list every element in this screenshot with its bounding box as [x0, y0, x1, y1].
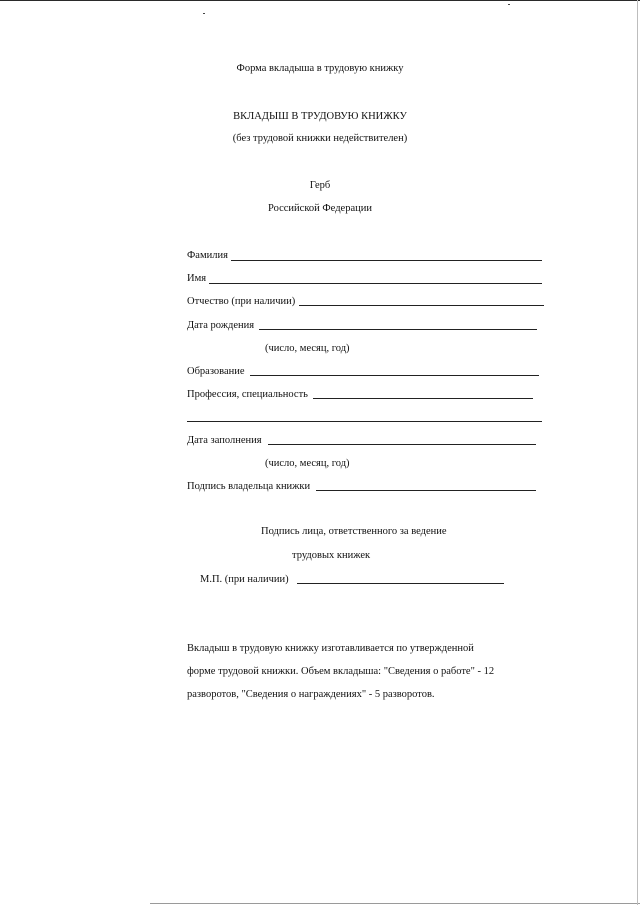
insert-title: ВКЛАДЫШ В ТРУДОВУЮ КНИЖКУ — [233, 111, 407, 122]
emblem-country: Российской Федерации — [268, 203, 372, 214]
first-name-line[interactable] — [209, 283, 542, 284]
footer-line-3: разворотов, "Сведения о награждениях" - 5 разворотов. — [187, 689, 435, 700]
profession-label: Профессия, специальность — [187, 389, 308, 400]
fill-date-hint: (число, месяц, год) — [265, 458, 350, 469]
stamp-signature-line[interactable] — [297, 583, 504, 584]
profession-line[interactable] — [313, 398, 533, 399]
owner-signature-label: Подпись владельца книжки — [187, 481, 311, 492]
scan-speck — [203, 13, 205, 14]
scan-edge-top — [0, 0, 640, 1]
footer-line-1: Вкладыш в трудовую книжку изготавливается по утвержденной — [187, 643, 474, 654]
fill-date-line[interactable] — [268, 444, 536, 445]
owner-signature-line[interactable] — [316, 490, 536, 491]
last-name-label: Фамилия — [187, 250, 228, 261]
last-name-line[interactable] — [231, 260, 542, 261]
fill-date-label: Дата заполнения — [187, 435, 262, 446]
education-label: Образование — [187, 366, 245, 377]
birth-date-label: Дата рождения — [187, 320, 255, 331]
scan-speck — [508, 4, 510, 5]
scan-edge-bottom — [150, 903, 640, 904]
validity-note: (без трудовой книжки недействителен) — [232, 133, 408, 144]
profession-line-2[interactable] — [187, 421, 542, 422]
stamp-label: М.П. (при наличии) — [200, 574, 289, 585]
responsible-signature-label: Подпись лица, ответственного за ведение — [261, 526, 447, 537]
patronymic-line[interactable] — [299, 305, 544, 306]
patronymic-label: Отчество (при наличии) — [187, 296, 296, 307]
first-name-label: Имя — [187, 273, 207, 284]
footer-line-2: форме трудовой книжки. Объем вкладыша: "Сведения о работе" - 12 — [187, 666, 495, 677]
birth-date-hint: (число, месяц, год) — [265, 343, 350, 354]
emblem-label: Герб — [309, 180, 331, 191]
birth-date-line[interactable] — [259, 329, 537, 330]
form-title: Форма вкладыша в трудовую книжку — [236, 63, 404, 74]
education-line[interactable] — [250, 375, 539, 376]
responsible-signature-label-2: трудовых книжек — [292, 550, 371, 561]
